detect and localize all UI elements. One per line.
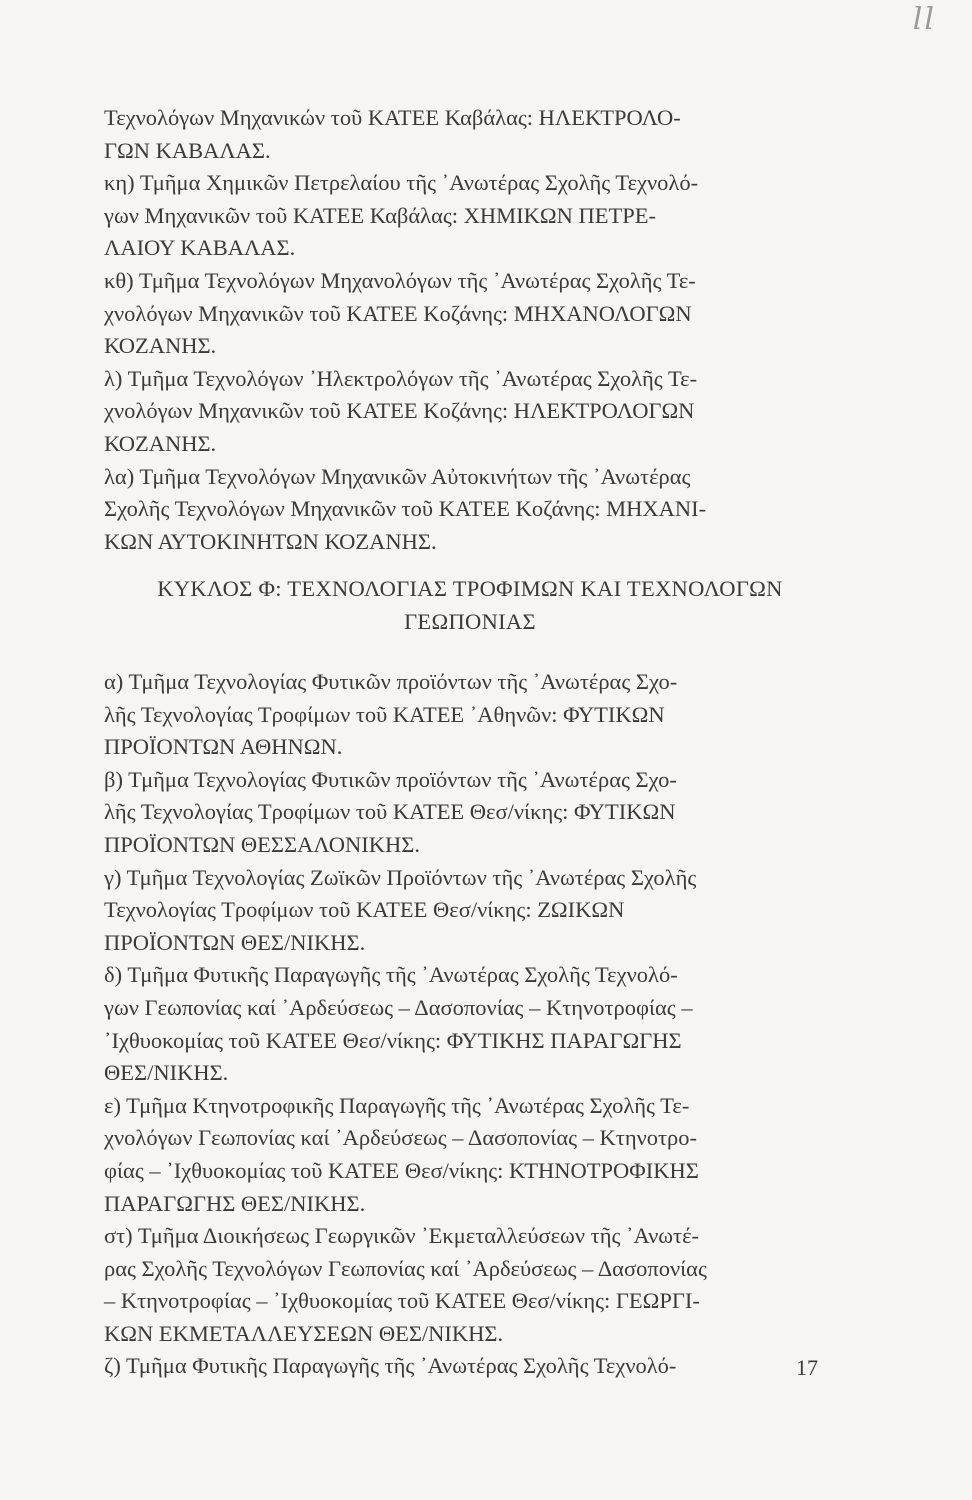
text-line: χνολόγων Γεωπονίας καί ᾿Αρδεύσεως – Δασοπονίας – Κτηνοτρο- (104, 1125, 698, 1151)
heading-line: ΓΕΩΠΟΝΙΑΣ (404, 609, 536, 634)
heading-line: ΚΥΚΛΟΣ Φ: ΤΕΧΝΟΛΟΓΙΑΣ ΤΡΟΦΙΜΩΝ ΚΑΙ ΤΕΧΝΟΛΟΓΩΝ (157, 576, 783, 601)
text-line: – Κτηνοτροφίας – ᾿Ιχθυοκομίας τοῦ ΚΑΤΕΕ Θεσ/νίκης: ΓΕΩΡΓΙ- (104, 1288, 700, 1314)
text-line: ΚΩΝ ΕΚΜΕΤΑΛΛΕΥΣΕΩΝ ΘΕΣ/ΝΙΚΗΣ. (104, 1320, 504, 1346)
text-line: γων Μηχανικῶν τοῦ ΚΑΤΕΕ Καβάλας: ΧΗΜΙΚΩΝ ΠΕΤΡΕ- (104, 202, 656, 228)
text-line: ΚΟΖΑΝΗΣ. (104, 333, 217, 359)
text-line: φίας – ᾿Ιχθυοκομίας τοῦ ΚΑΤΕΕ Θεσ/νίκης: ΚΤΗΝΟΤΡΟΦΙΚΗΣ (104, 1157, 699, 1183)
text-line: Τεχνολογίας Τροφίμων τοῦ ΚΑΤΕΕ Θεσ/νίκης: ΖΩΙΚΩΝ (104, 897, 625, 923)
text-line: λ) Τμῆμα Τεχνολόγων ᾿Ηλεκτρολόγων τῆς ᾿Ανωτέρας Σχολῆς Τε- (104, 365, 698, 391)
text-line: ΠΡΟΪΟΝΤΩΝ ΘΕΣ/ΝΙΚΗΣ. (104, 929, 366, 955)
text-line: στ) Τμῆμα Διοικήσεως Γεωργικῶν ᾿Εκμεταλλεύσεων τῆς ᾿Ανωτέ- (104, 1223, 700, 1249)
text-line: χνολόγων Μηχανικῶν τοῦ ΚΑΤΕΕ Κοζάνης: ΗΛΕΚΤΡΟΛΟΓΩΝ (104, 398, 695, 424)
text-block-engineering-departments (104, 102, 836, 558)
text-line: λῆς Τεχνολογίας Τροφίμων τοῦ ΚΑΤΕΕ Θεσ/νίκης: ΦΥΤΙΚΩΝ (104, 799, 676, 825)
text-line: ΠΡΟΪΟΝΤΩΝ ΑΘΗΝΩΝ. (104, 734, 343, 760)
text-line: ΚΟΖΑΝΗΣ. (104, 430, 217, 456)
section-heading (104, 572, 836, 638)
text-line: ΠΡΟΪΟΝΤΩΝ ΘΕΣΣΑΛΟΝΙΚΗΣ. (104, 831, 420, 857)
text-line: χνολόγων Μηχανικῶν τοῦ ΚΑΤΕΕ Κοζάνης: ΜΗΧΑΝΟΛΟΓΩΝ (104, 300, 692, 326)
text-line: ΚΩΝ ΑΥΤΟΚΙΝΗΤΩΝ ΚΟΖΑΝΗΣ. (104, 528, 437, 554)
text-line: δ) Τμῆμα Φυτικῆς Παραγωγῆς τῆς ᾿Ανωτέρας Σχολῆς Τεχνολό- (104, 962, 678, 988)
text-line: α) Τμῆμα Τεχνολογίας Φυτικῶν προϊόντων τῆς ᾿Ανωτέρας Σχο- (104, 669, 678, 694)
text-line: β) Τμῆμα Τεχνολογίας Φυτικῶν προϊόντων τῆς ᾿Ανωτέρας Σχο- (104, 766, 677, 792)
page-number: 17 (796, 1355, 818, 1380)
text-line: ΠΑΡΑΓΩΓΗΣ ΘΕΣ/ΝΙΚΗΣ. (104, 1190, 366, 1216)
text-block-food-agronomy-departments (104, 666, 836, 1383)
text-line: ΓΩΝ ΚΑΒΑΛΑΣ. (104, 137, 271, 163)
text-line: ζ) Τμῆμα Φυτικῆς Παραγωγῆς τῆς ᾿Ανωτέρας Σχολῆς Τεχνολό- (104, 1353, 677, 1379)
text-line: λα) Τμῆμα Τεχνολόγων Μηχανικῶν Αὐτοκινήτων τῆς ᾿Ανωτέρας (104, 463, 691, 489)
handwritten-corner-mark: ll (912, 2, 936, 37)
text-line: Σχολῆς Τεχνολόγων Μηχανικῶν τοῦ ΚΑΤΕΕ Κοζάνης: ΜΗΧΑΝΙ- (104, 496, 707, 522)
text-line: λῆς Τεχνολογίας Τροφίμων τοῦ ΚΑΤΕΕ ᾿Αθηνῶν: ΦΥΤΙΚΩΝ (104, 701, 665, 727)
text-line: γων Γεωπονίας καί ᾿Αρδεύσεως – Δασοπονίας – Κτηνοτροφίας – (104, 994, 693, 1020)
text-line: Τεχνολόγων Μηχανικών τοῦ ΚΑΤΕΕ Καβάλας: ΗΛΕΚΤΡΟΛΟ- (104, 105, 681, 130)
text-line: κθ) Τμῆμα Τεχνολόγων Μηχανολόγων τῆς ᾿Ανωτέρας Σχολῆς Τε- (104, 267, 696, 293)
text-line: κη) Τμῆμα Χημικῶν Πετρελαίου τῆς ᾿Ανωτέρας Σχολῆς Τεχνολό- (104, 170, 699, 196)
text-line: ᾿Ιχθυοκομίας τοῦ ΚΑΤΕΕ Θεσ/νίκης: ΦΥΤΙΚΗΣ ΠΑΡΑΓΩΓΗΣ (104, 1027, 682, 1053)
text-line: γ) Τμῆμα Τεχνολογίας Ζωϊκῶν Προϊόντων τῆς ᾿Ανωτέρας Σχολῆς (104, 864, 697, 890)
text-line: ΛΑΙΟΥ ΚΑΒΑΛΑΣ. (104, 235, 296, 261)
text-line: ε) Τμῆμα Κτηνοτροφικῆς Παραγωγῆς τῆς ᾿Ανωτέρας Σχολῆς Τε- (104, 1092, 690, 1118)
text-line: ρας Σχολῆς Τεχνολόγων Γεωπονίας καί ᾿Αρδεύσεως – Δασοπονίας (104, 1255, 707, 1281)
text-line: ΘΕΣ/ΝΙΚΗΣ. (104, 1060, 229, 1086)
